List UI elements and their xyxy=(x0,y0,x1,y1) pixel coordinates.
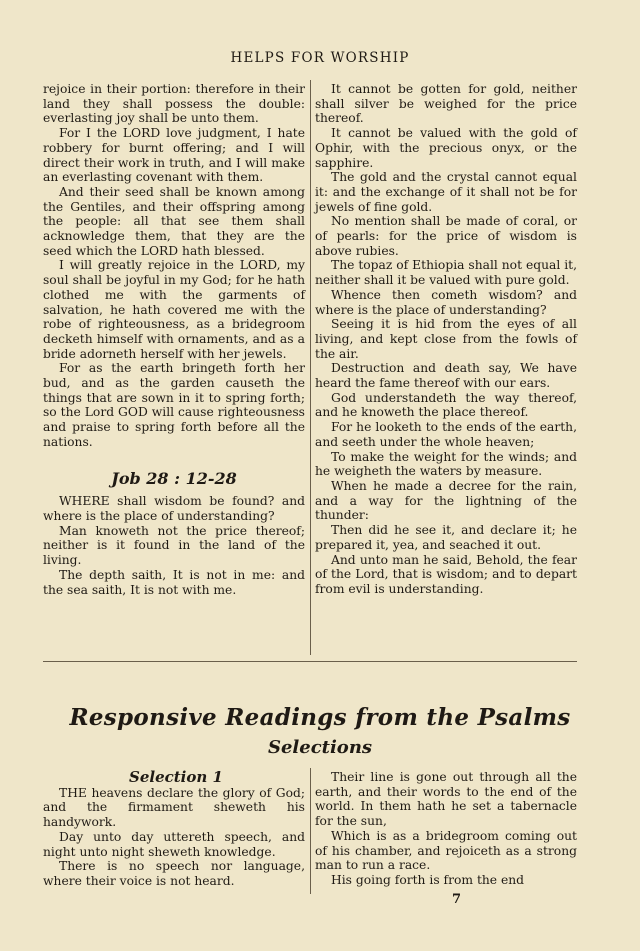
paragraph: Man knoweth not the price thereof; neither is it found in the land of the living. xyxy=(43,523,305,568)
paragraph: Which is as a bridegroom coming out of his chamber, and rejoiceth as a strong man to run a race. xyxy=(315,828,577,873)
paragraph: Their line is gone out through all the earth, and their words to the end of the world. In them hath he set a tabernacle for the sun, xyxy=(315,770,577,829)
paragraph: For I the LORD love judgment, I hate robbery for burnt offering; and I will direct their work in truth, and I will make an everlasting covenant with them. xyxy=(43,126,305,185)
section-title: Responsive Readings from the Psalms xyxy=(69,704,571,731)
paragraph: When he made a decree for the rain, and a way for the lightning of the thunder: xyxy=(315,478,577,523)
paragraph: Whence then cometh wisdom? and where is the place of understanding? xyxy=(315,287,577,317)
paragraph: It cannot be gotten for gold, neither shall silver be weighed for the price thereof. xyxy=(315,82,577,126)
paragraph: Then did he see it, and declare it; he prepared it, yea, and seached it out. xyxy=(315,523,577,552)
paragraph: The topaz of Ethiopia shall not equal it, neither shall it be valued with pure gold. xyxy=(315,258,577,288)
psalm-text xyxy=(43,786,305,889)
right-column-top xyxy=(315,82,577,597)
paragraph: No mention shall be made of coral, or of pearls: for the price of wisdom is above rubies. xyxy=(315,214,577,258)
paragraph: And unto man he said, Behold, the fear of the Lord, that is wisdom; and to depart from evil is understanding. xyxy=(315,552,577,596)
paragraph: It cannot be valued with the gold of Ophir, with the precious onyx, or the sapphire. xyxy=(315,126,577,170)
job-text xyxy=(43,494,305,597)
section-subtitle: Selections xyxy=(267,737,373,758)
right-column-bottom xyxy=(315,770,577,888)
paragraph: The depth saith, It is not in me: and the sea saith, It is not with me. xyxy=(43,567,305,597)
selection-heading: Selection 1 xyxy=(129,768,223,786)
running-head: HELPS FOR WORSHIP xyxy=(230,50,410,66)
paragraph: And their seed shall be known among the Gentiles, and their offspring among the people: all that see them shall acknowledge them, that they are the seed which the LORD hath blessed. xyxy=(43,184,305,258)
paragraph: I will greatly rejoice in the LORD, my soul shall be joyful in my God; for he hath clothed me with the garments of salvation, he hath covered me with the robe of righteousness, as a bridegroom decketh himself with ornaments, and as a bride adorneth herself with her jewels. xyxy=(43,258,305,361)
left-column-bottom xyxy=(43,770,305,889)
page-number: 7 xyxy=(452,892,462,907)
job-heading: Job 28 : 12-28 xyxy=(111,468,237,488)
column-divider-top xyxy=(310,80,311,655)
paragraph: THE heavens declare the glory of God; and the firmament sheweth his handywork. xyxy=(43,785,305,830)
isaiah-text xyxy=(43,82,305,450)
job-text-continued xyxy=(315,82,577,597)
paragraph: God understandeth the way thereof, and he knoweth the place thereof. xyxy=(315,390,577,420)
left-column-top xyxy=(43,82,305,597)
paragraph: The gold and the crystal cannot equal it: and the exchange of it shall not be for jewels of fine gold. xyxy=(315,170,577,214)
paragraph: To make the weight for the winds; and he weigheth the waters by measure. xyxy=(315,449,577,479)
column-divider-bottom xyxy=(310,768,311,894)
paragraph: Destruction and death say, We have heard the fame thereof with our ears. xyxy=(315,361,577,391)
paragraph: Seeing it is hid from the eyes of all living, and kept close from the fowls of the air. xyxy=(315,317,577,361)
paragraph: His going forth is from the end xyxy=(331,872,525,887)
paragraph: For as the earth bringeth forth her bud, and as the garden causeth the things that are sown in it to spring forth; so the Lord GOD will cause righteousness and praise to spring forth before all the nations. xyxy=(43,361,305,449)
paragraph: rejoice in their portion: therefore in their land they shall possess the double: everlasting joy shall be unto them. xyxy=(43,82,305,126)
paragraph: There is no speech nor language, where their voice is not heard. xyxy=(43,859,305,888)
section-divider xyxy=(43,661,577,662)
paragraph: WHERE shall wisdom be found? and where is the place of understanding? xyxy=(43,494,305,523)
psalm-text-continued xyxy=(315,770,577,888)
paragraph: Day unto day uttereth speech, and night unto night sheweth knowledge. xyxy=(43,829,305,859)
paragraph: For he looketh to the ends of the earth, and seeth under the whole heaven; xyxy=(315,420,577,449)
